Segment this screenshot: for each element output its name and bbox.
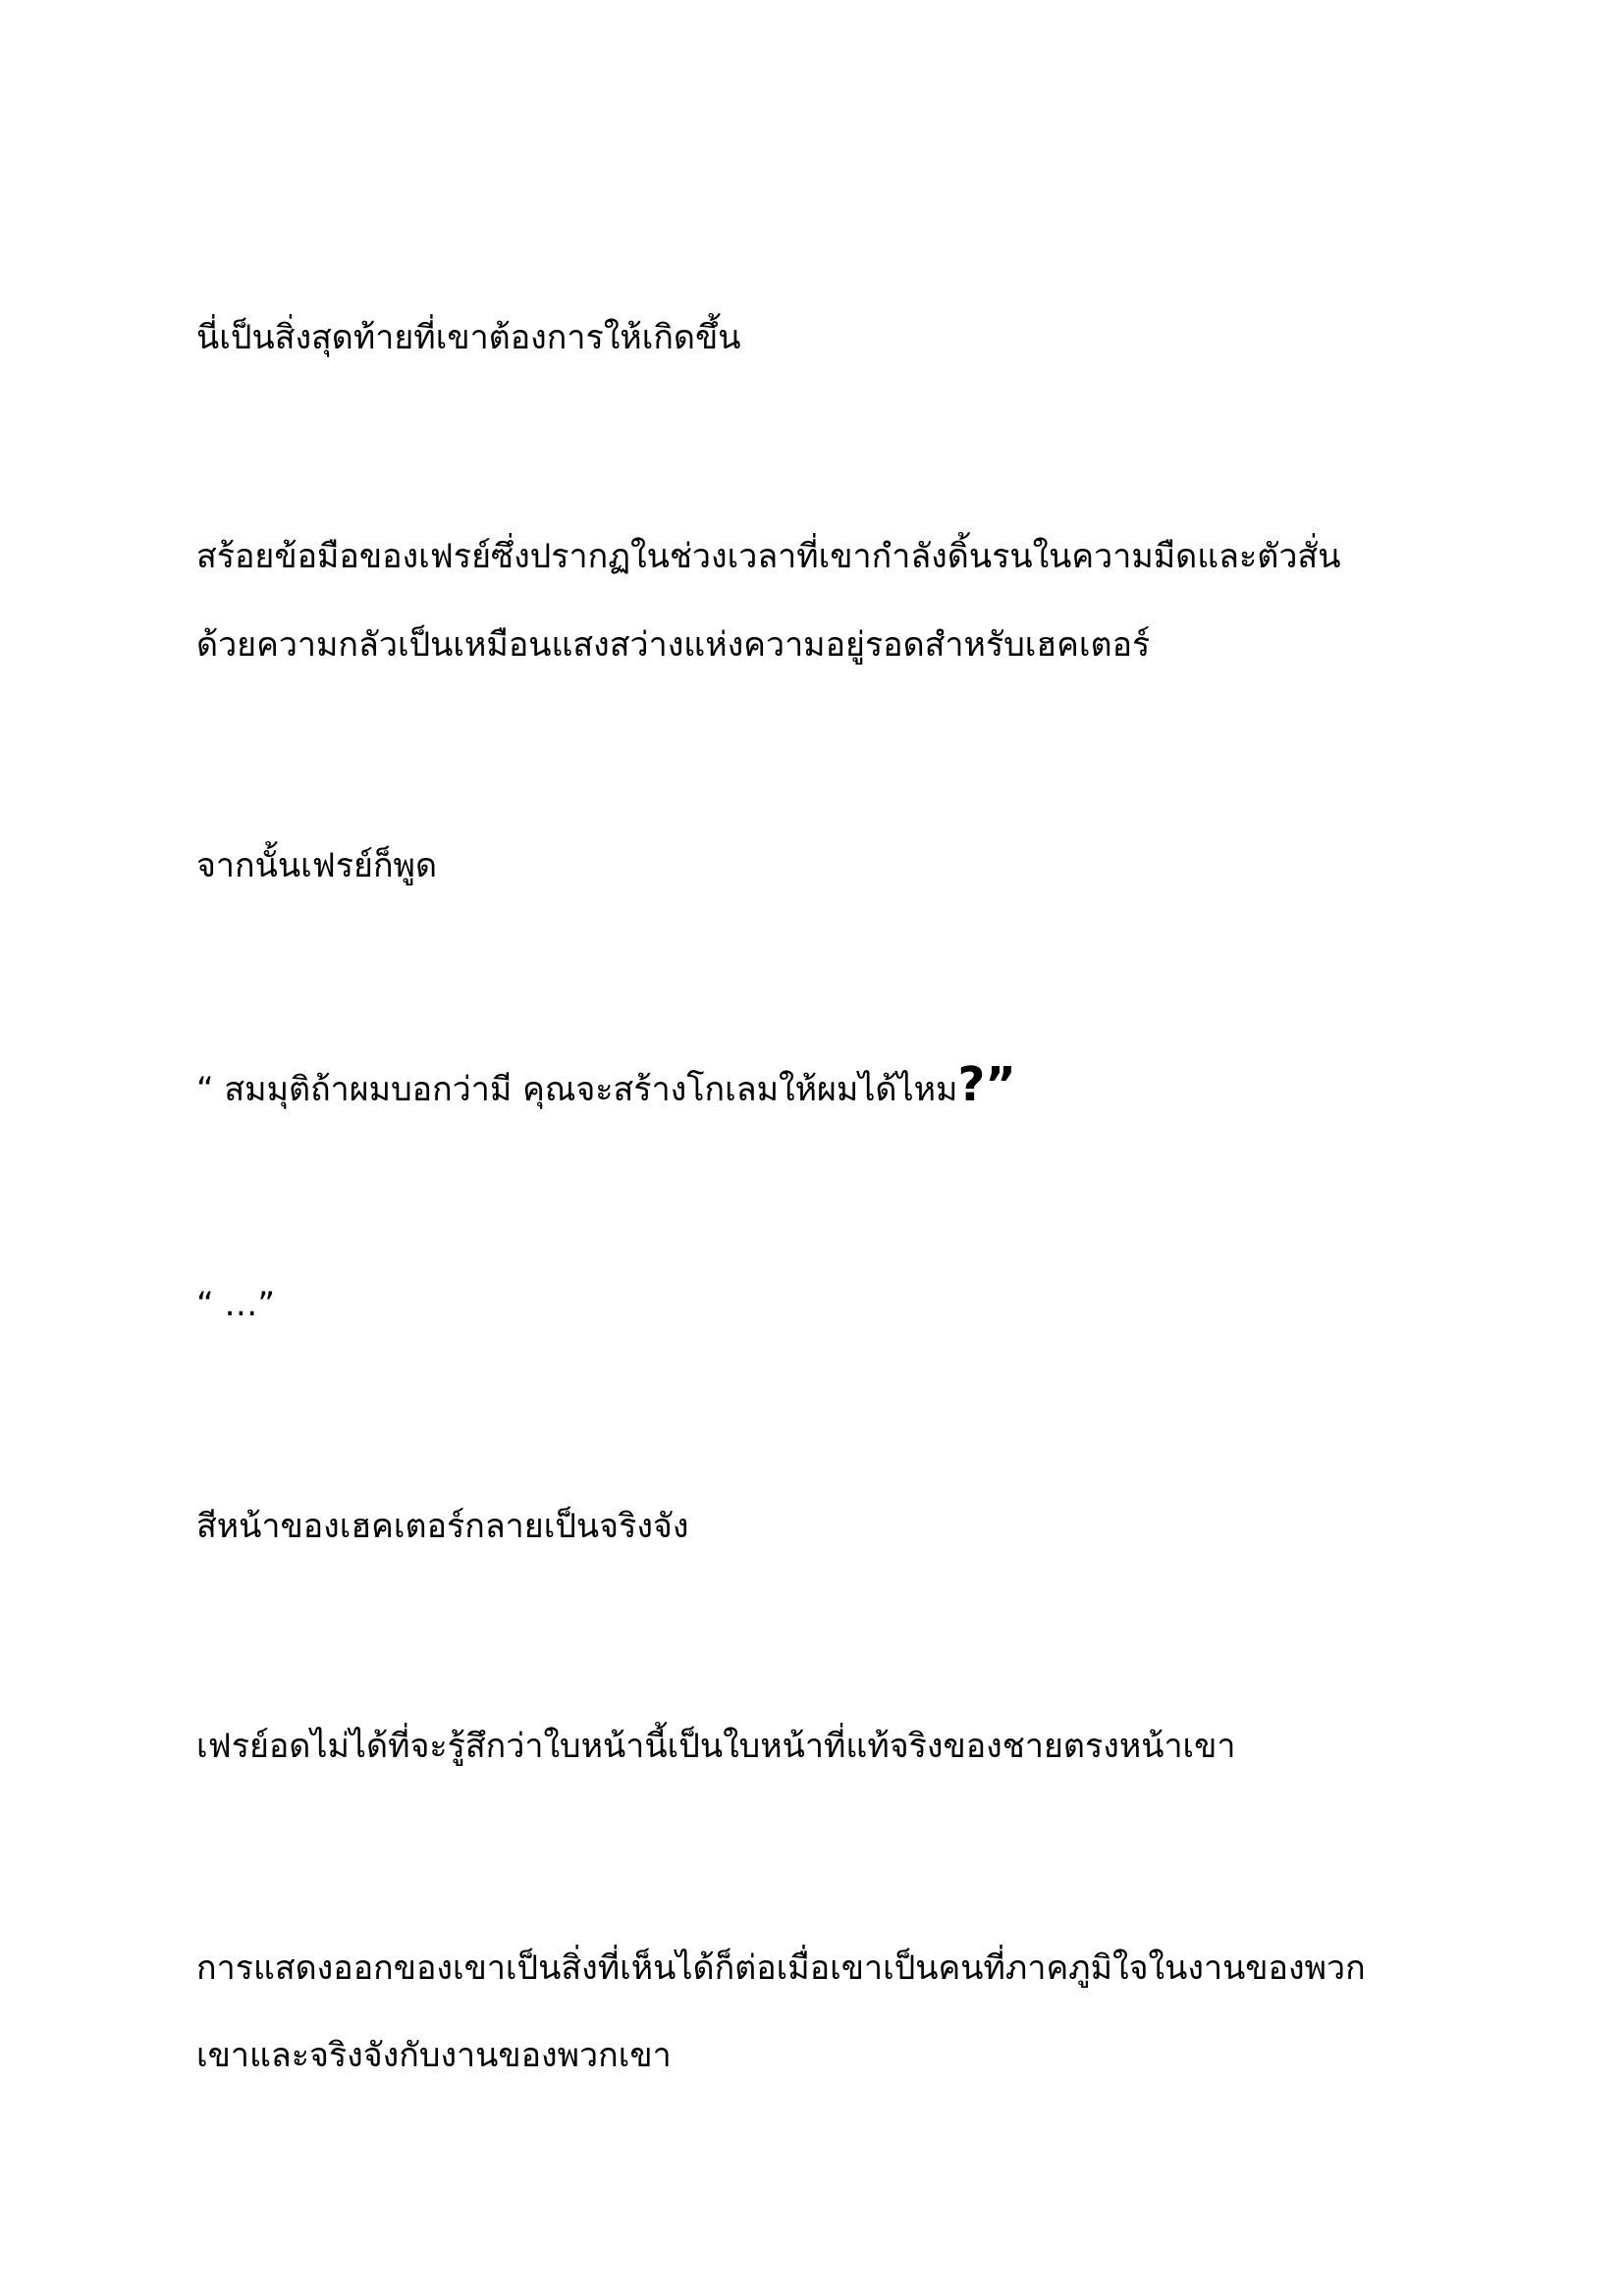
- paragraph-8-line-1: การแสดงออกของเขาเป็นสิ่งที่เห็นได้ก็ต่อเมื่อเขาเป็นคนที่ภาคภูมิใจในงานของพวก: [196, 1949, 1366, 1988]
- paragraph-1-line-1: นี่เป็นสิ่งสุดท้ายที่เขาต้องการให้เกิดขึ้น: [196, 318, 741, 357]
- paragraph-3-line-1: จากนั้นเฟรย์ก็พูด: [196, 846, 438, 885]
- paragraph-4-line-1: [196, 1057, 1016, 1112]
- paragraph-5-line-1: “ …”: [196, 1285, 276, 1324]
- paragraph-6-line-1: สีหน้าของเฮคเตอร์กลายเป็นจริงจัง: [196, 1507, 689, 1546]
- paragraph-2-line-2: ด้วยความกลัวเป็นเหมือนแสงสว่างแห่งความอยู่รอดสำหรับเฮคเตอร์: [196, 625, 1151, 665]
- paragraph-8-line-2: เขาและจริงจังกับงานของพวกเขา: [196, 2036, 672, 2075]
- paragraph-7-line-1: เฟรย์อดไม่ได้ที่จะรู้สึกว่าใบหน้านี้เป็นใบหน้าที่แท้จริงของชายตรงหน้าเขา: [196, 1727, 1236, 1766]
- dialogue-text: “ สมมุติถ้าผมบอกว่ามี คุณจะสร้างโกเลมให้ผมได้ไหม: [196, 1070, 958, 1109]
- dialogue-closing-mark: ?”: [957, 1057, 1016, 1112]
- paragraph-2-line-1: สร้อยข้อมือของเฟรย์ซึ่งปรากฏในช่วงเวลาที่เขากำลังดิ้นรนในความมืดและตัวสั่น: [196, 537, 1341, 576]
